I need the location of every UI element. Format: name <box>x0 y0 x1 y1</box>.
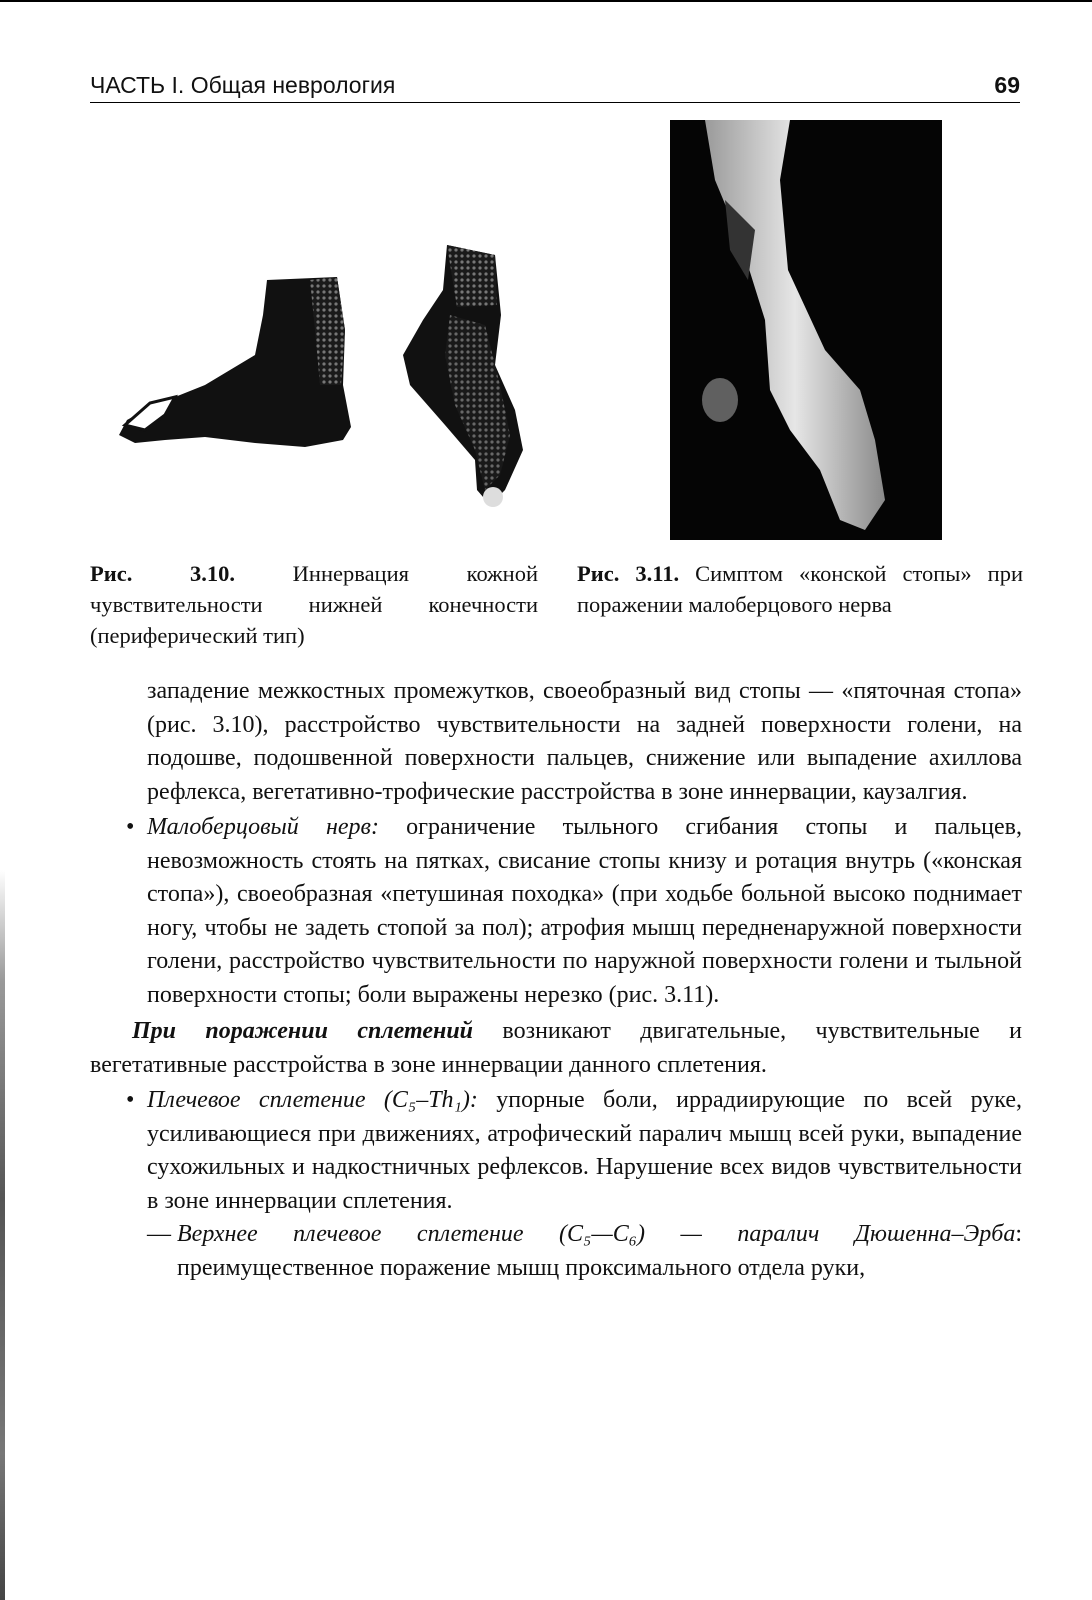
page-number: 69 <box>994 72 1020 98</box>
knee-patch <box>702 378 738 422</box>
figure-3-11-caption <box>577 558 1023 620</box>
sublist-item-term: Верхнее плечевое сплетение (C₅—C₆) — паралич Дюшенна–Эрба <box>177 1221 1016 1247</box>
figure-3-10-caption <box>90 558 538 651</box>
dash-mark: — <box>147 1221 171 1247</box>
list-item-peroneal-nerve <box>90 811 1022 1012</box>
figure-3-11-photo <box>670 120 942 540</box>
paragraph-lead: При поражении сплетений <box>132 1018 474 1044</box>
list-item-text: ограничение тыльного сгибания стопы и пальцев, невозможность стоять на пятках, свисание стопы книзу и ротация внутрь («конская стопа»), своеобразная «петушиная походка» (при ходьбе больной высоко поднимает ногу, чтобы не задеть стопой за пол); атрофия мышц передненаружной поверхности голени, расстройство чувствительности по наружной поверхности голени и тыльной поверхности стопы; боли выражены нерезко (рис. 3.11). <box>147 814 1022 1008</box>
right-foot-heel-spot <box>483 487 503 507</box>
figure-3-10-label: Рис. 3.10. <box>90 561 235 586</box>
figure-3-10-feet-illustration <box>105 235 545 525</box>
sublist-item-upper-plexus <box>90 1218 1022 1285</box>
main-text <box>90 675 1022 1285</box>
figure-3-11-label: Рис. 3.11. <box>577 561 680 586</box>
figure-3-10-caption-text: Иннервация кожной чувствительности нижней конечности (периферический тип) <box>90 561 539 648</box>
header-section-title: ЧАСТЬ I. Общая неврология <box>90 72 396 98</box>
running-header <box>90 72 1020 103</box>
paragraph-continuation: западение межкостных промежутков, своеобразный вид стопы — «пяточная стопа» (рис. 3.10), расстройство чувствительности на задней поверхности голени, на подошве, подошвенной поверхности пальцев, снижение или выпадение ахиллова рефлекса, вегетативно-трофические расстройства в зоне иннервации, каузалгия. <box>147 678 1022 805</box>
paragraph-plexus <box>90 1015 1022 1082</box>
list-item-text: упорные боли, иррадиирующие по всей руке, усиливающиеся при движениях, атрофический паралич мышц всей руки, выпадение сухожильных и надкостничных рефлексов. Нарушение всех видов чувствительности в зоне иннервации сплетения. <box>147 1087 1022 1214</box>
list-item-brachial-plexus <box>90 1084 1022 1218</box>
sublist-item-text: : преимущественное поражение мышц проксимального отдела руки, <box>177 1221 1022 1281</box>
list-item-term: Плечевое сплетение (C₅–Th₁): <box>147 1087 478 1113</box>
list-item-term: Малоберцовый нерв: <box>147 814 379 840</box>
scan-binding-shadow <box>0 870 5 1600</box>
bullet-mark: • <box>126 814 135 840</box>
scan-top-border <box>0 0 1092 2</box>
bullet-mark: • <box>126 1087 135 1113</box>
paragraph-text: возникают двигательные, чувствительные и вегетативные расстройства в зоне иннервации данного сплетения. <box>90 1018 1023 1078</box>
figure-3-11-caption-text: Симптом «конской стопы» при поражении малоберцового нерва <box>577 561 1023 617</box>
